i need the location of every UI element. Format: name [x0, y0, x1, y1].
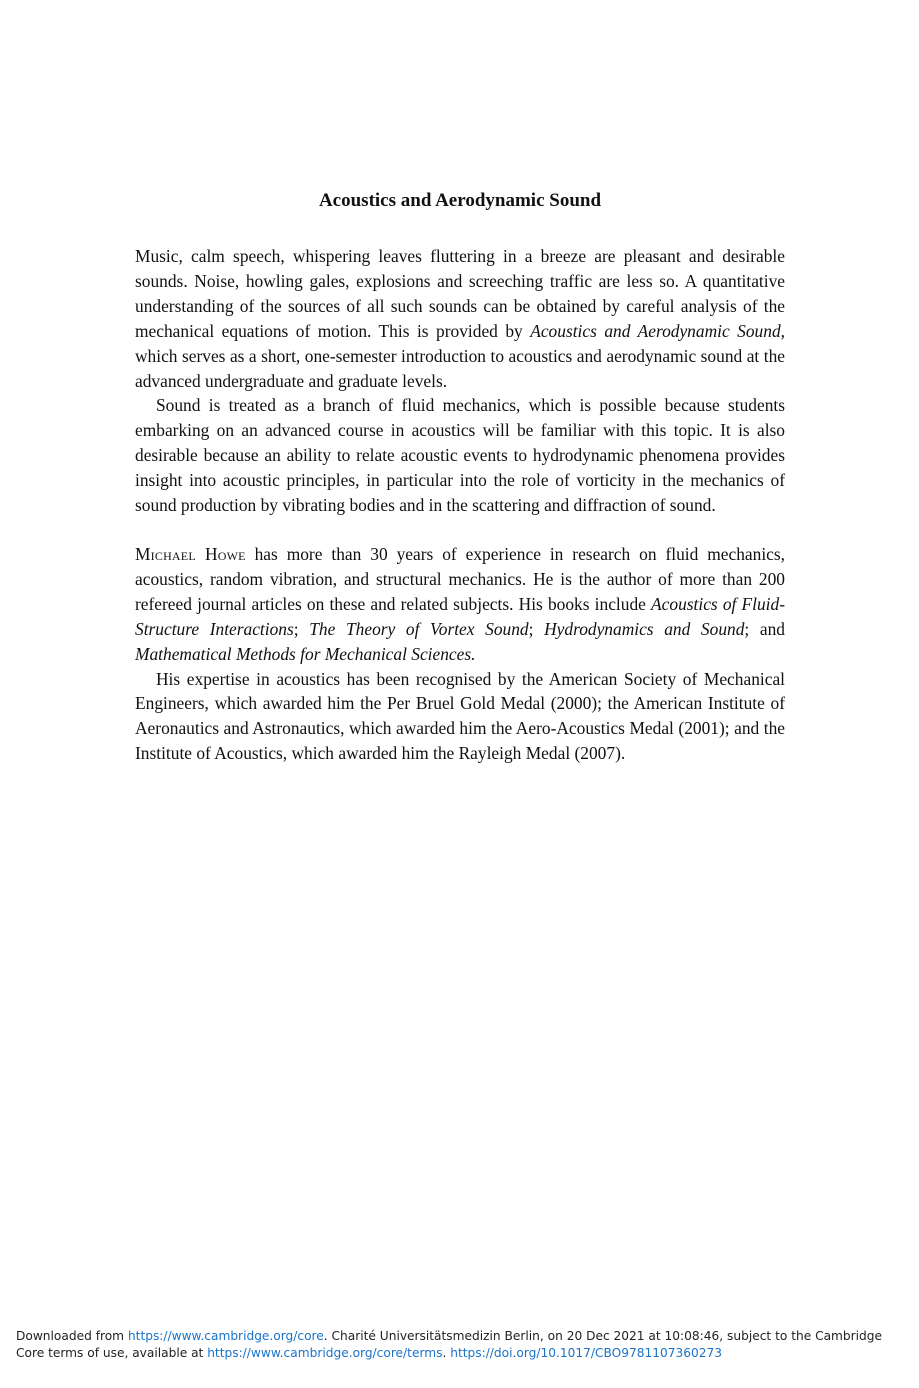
cambridge-core-link[interactable]: https://www.cambridge.org/core [127, 1329, 324, 1343]
separator: ; [528, 618, 545, 639]
footer-text: . Charité Universitätsmedizin Berlin, on 20 Dec 2021 at 10:08:46, subject to the Cambridge Core terms of use, available at [16, 1329, 883, 1360]
description-paragraph-1 [135, 244, 785, 393]
author-bio-paragraph [135, 542, 785, 667]
text-segment: , which serves as a short, one-semester introduction to acoustics and aerodynamic sound at the advanced undergraduate and graduate levels. [135, 320, 785, 391]
author-name: Michael Howe [135, 543, 246, 564]
separator: ; [293, 618, 310, 639]
description-paragraph-2: Sound is treated as a branch of fluid mechanics, which is possible because students embarking on an advanced course in acoustics will be familiar with this topic. It is also desirable because an ability to relate acoustic events to hydrodynamic phenomena provides insight into acoustic principles, in particular into the role of vorticity in the mechanics of sound production by vibrating bodies and in the scattering and diffraction of sound. [135, 395, 785, 516]
doi-link[interactable]: https://doi.org/10.1017/CBO9781107360273 [450, 1345, 723, 1360]
terms-link[interactable]: https://www.cambridge.org/core/terms [207, 1345, 443, 1360]
text-segment: Music, calm speech, whispering leaves fluttering in a breeze are pleasant and desirable sounds. Noise, howling gales, explosions and screeching traffic are less so. A quantitative understanding of the sources of all such sounds can be obtained by careful analysis of the mechanical equations of motion. This is provided by [135, 246, 785, 341]
book-title-1: Acoustics of Fluid-Structure Interactions [135, 593, 786, 639]
book-title-3: Hydrodynamics and Sound [544, 618, 745, 639]
footer-text: . [442, 1345, 451, 1360]
book-title-2: The Theory of Vortex Sound [309, 618, 529, 639]
text-segment: has more than 30 years of experience in research on fluid mechanics, acoustics, random vibration, and structural mechanics. He is the author of more than 200 refereed journal articles on these and related subjects. His books include [135, 543, 785, 614]
document-page [135, 188, 785, 766]
author-awards-paragraph: His expertise in acoustics has been recognised by the American Society of Mechanical Engineers, which awarded him the Per Bruel Gold Medal (2000); the American Institute of Aeronautics and Astronautics, which awarded him the Aero-Acoustics Medal (2001); and the Institute of Acoustics, which awarded him the Rayleigh Medal (2007). [135, 668, 785, 764]
separator: ; and [744, 618, 786, 639]
book-title-4: Mathematical Methods for Mechanical Sciences. [135, 643, 476, 664]
page-title: Acoustics and Aerodynamic Sound [318, 190, 602, 211]
download-footer [16, 1328, 906, 1361]
footer-text: Downloaded from [16, 1329, 128, 1343]
book-title-italic: Acoustics and Aerodynamic Sound [530, 320, 781, 341]
